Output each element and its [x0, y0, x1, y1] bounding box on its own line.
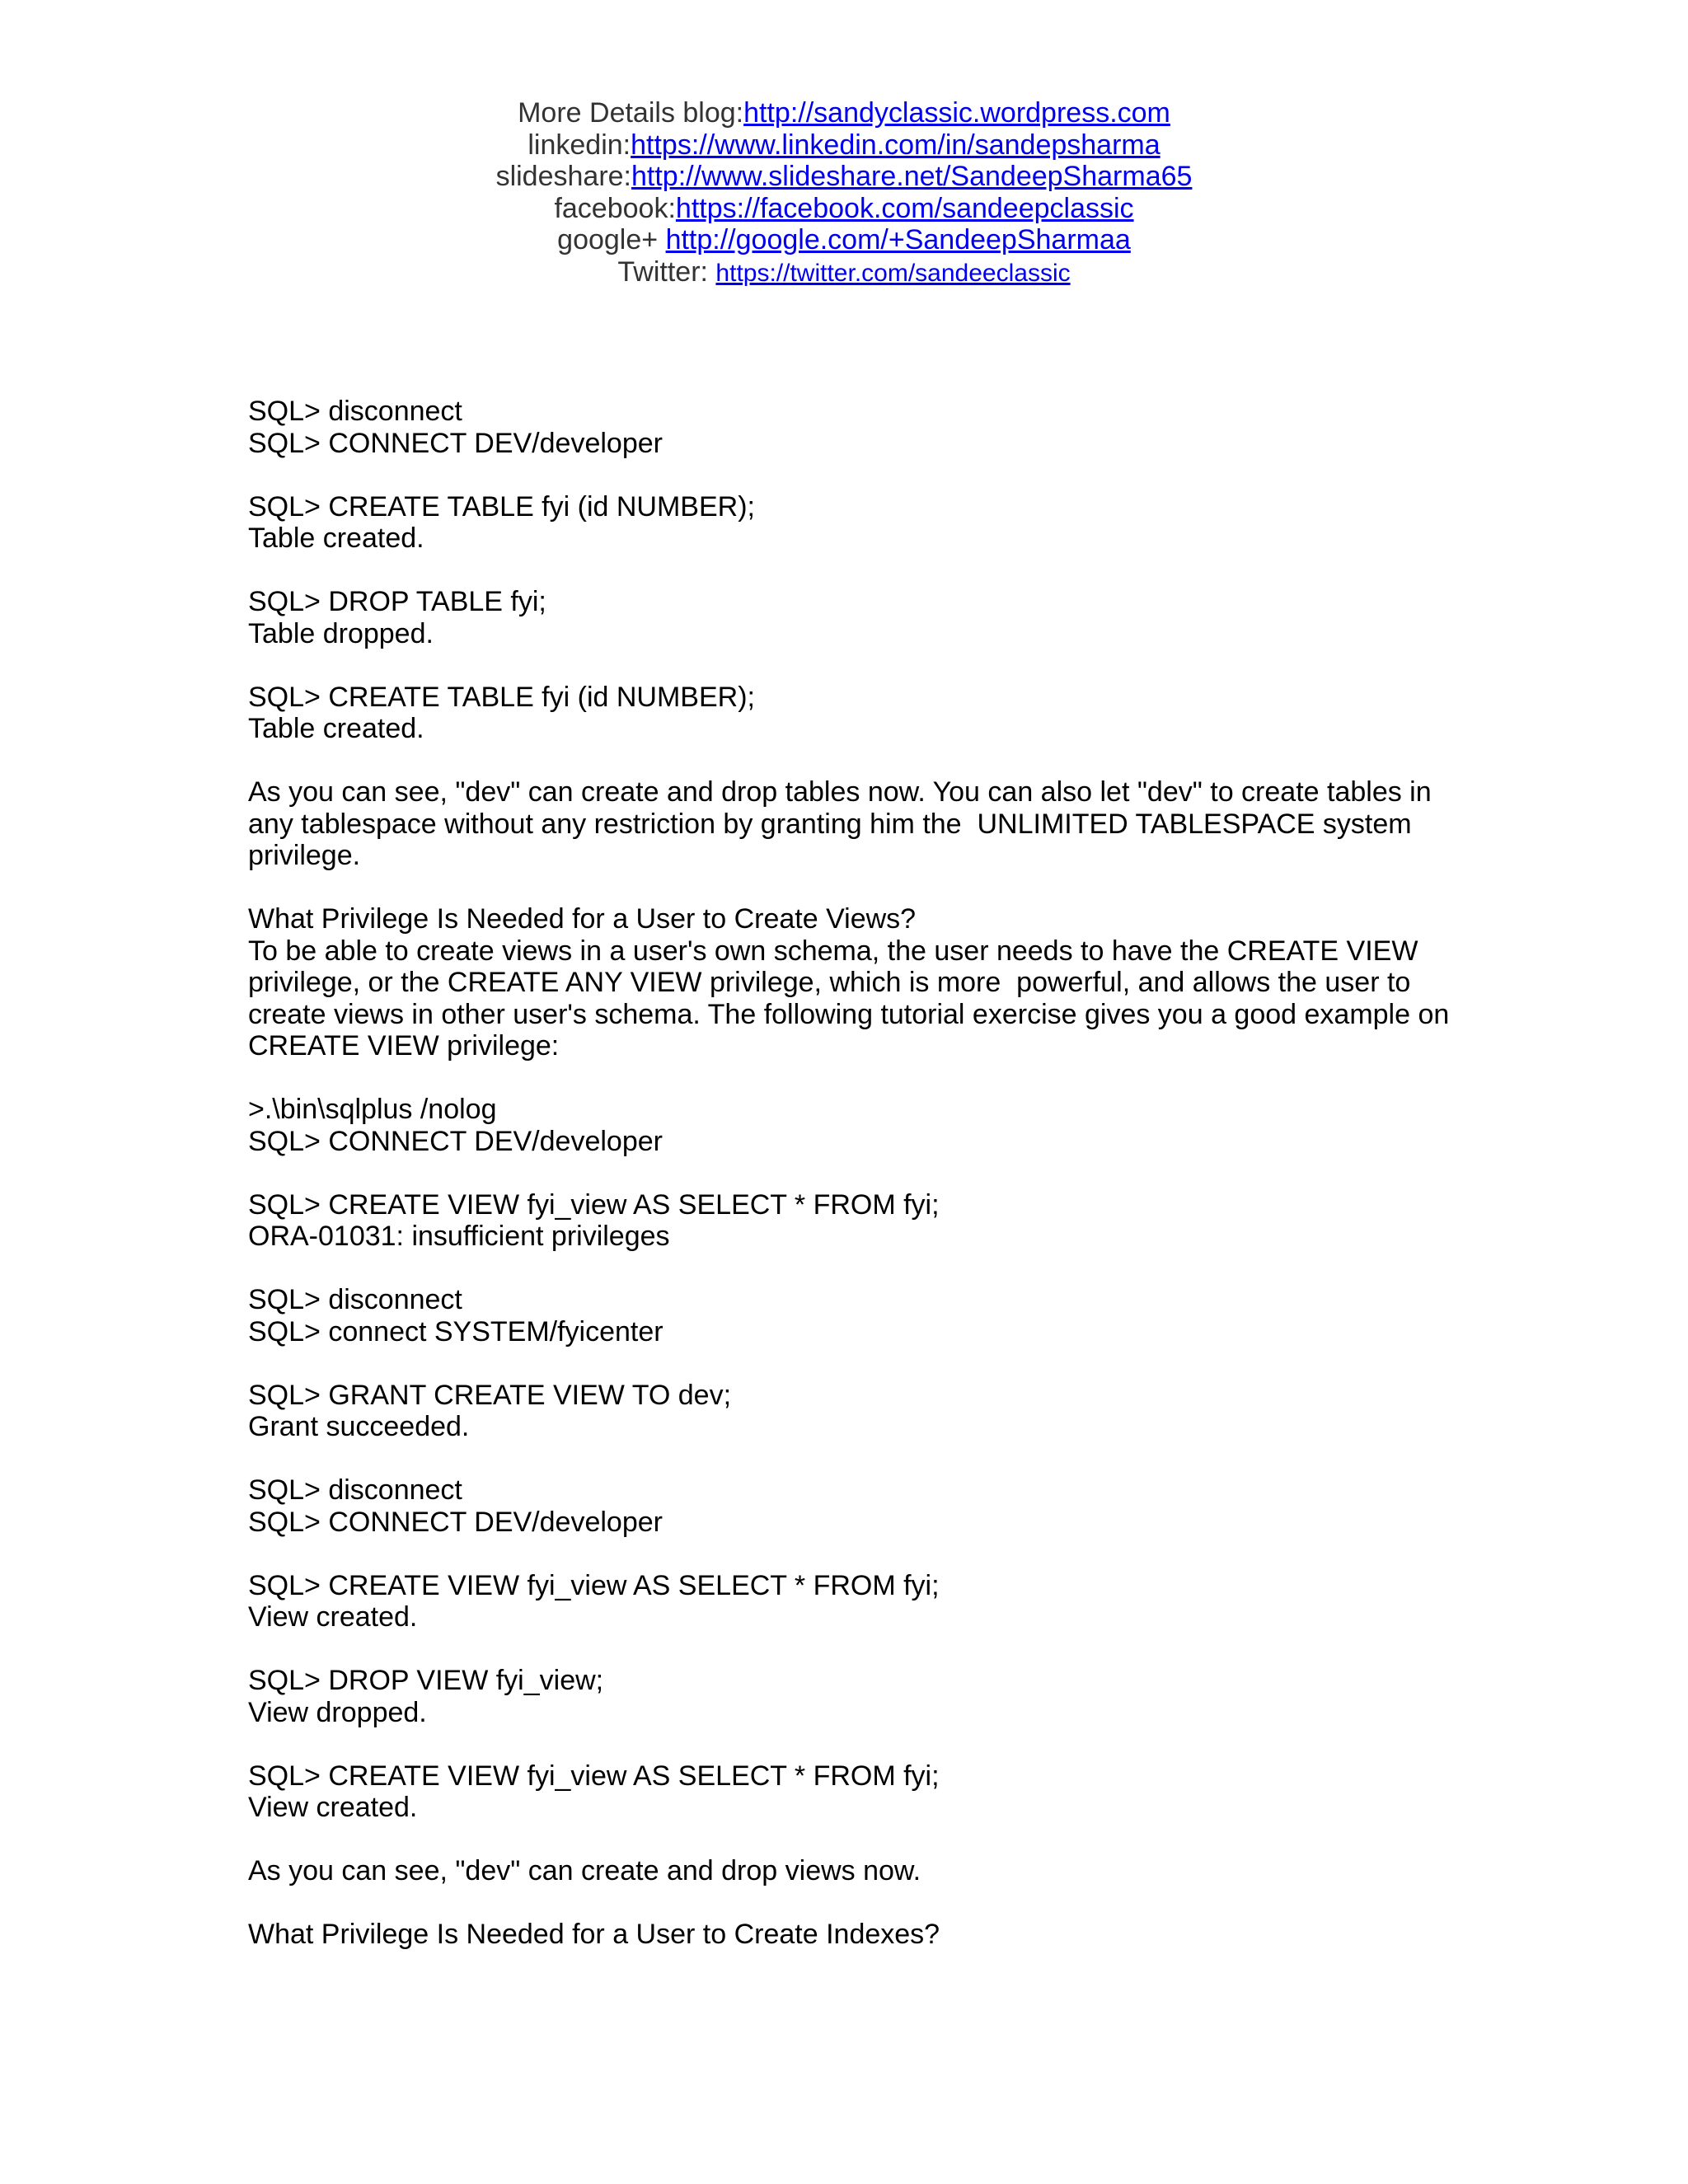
blank-line	[248, 649, 1443, 682]
text-line: SQL> CREATE VIEW fyi_view AS SELECT * FROM fyi;	[248, 1760, 940, 1792]
text-line: create views in other user's schema. The following tutorial exercise gives you a good example on	[248, 998, 1450, 1030]
text-line: SQL> disconnect	[248, 1474, 462, 1506]
linkedin-line	[0, 129, 1688, 162]
facebook-label: facebook:	[554, 192, 676, 224]
text-line: SQL> DROP TABLE fyi;	[248, 586, 546, 617]
linkedin-link[interactable]: https://www.linkedin.com/in/sandepsharma	[631, 129, 1160, 161]
blank-line	[248, 1443, 1443, 1475]
blog-label: More Details blog:	[518, 97, 744, 129]
blank-line	[248, 1347, 1443, 1380]
blank-line	[248, 1633, 1443, 1666]
text-line: privilege.	[248, 840, 361, 871]
text-line: SQL> connect SYSTEM/fyicenter	[248, 1315, 663, 1347]
facebook-link[interactable]: https://facebook.com/sandeepclassic	[675, 192, 1134, 224]
blog-link[interactable]: http://sandyclassic.wordpress.com	[743, 97, 1170, 129]
document-body	[248, 396, 1450, 1951]
blank-line	[248, 1062, 1443, 1094]
twitter-label: Twitter:	[617, 255, 716, 288]
blank-line	[248, 1887, 1443, 1919]
text-line: ORA-01031: insufficient privileges	[248, 1221, 670, 1252]
twitter-line	[0, 256, 1688, 290]
blog-line	[0, 97, 1688, 129]
text-line: SQL> CREATE VIEW fyi_view AS SELECT * FROM fyi;	[248, 1569, 940, 1601]
contact-links-header	[0, 97, 1688, 289]
text-line: SQL> GRANT CREATE VIEW TO dev;	[248, 1379, 732, 1411]
text-line: privilege, or the CREATE ANY VIEW privilege, which is more powerful, and allows the user to	[248, 967, 1411, 998]
blank-line	[248, 745, 1443, 777]
text-line: To be able to create views in a user's own schema, the user needs to have the CREATE VIEW	[248, 935, 1418, 967]
linkedin-label: linkedin:	[528, 129, 631, 161]
text-line: As you can see, "dev" can create and drop views now.	[248, 1855, 921, 1886]
blank-line	[248, 459, 1443, 491]
twitter-link[interactable]: https://twitter.com/sandeeclassic	[715, 259, 1071, 287]
text-line: >.\bin\sqlplus /nolog	[248, 1094, 497, 1125]
text-line: CREATE VIEW privilege:	[248, 1030, 560, 1062]
text-line: View created.	[248, 1601, 418, 1633]
blank-line	[248, 872, 1443, 904]
slideshare-line	[0, 161, 1688, 193]
text-line: SQL> disconnect	[248, 396, 462, 427]
text-line: SQL> CREATE TABLE fyi (id NUMBER);	[248, 681, 755, 713]
text-line: View created.	[248, 1792, 418, 1823]
text-line: As you can see, "dev" can create and drop tables now. You can also let "dev" to create tables in	[248, 776, 1432, 808]
text-line: Grant succeeded.	[248, 1411, 470, 1442]
slideshare-label: slideshare:	[495, 161, 631, 192]
text-line: Table created.	[248, 713, 424, 744]
text-line: SQL> CONNECT DEV/developer	[248, 1506, 663, 1538]
text-line: SQL> CREATE VIEW fyi_view AS SELECT * FROM fyi;	[248, 1188, 940, 1221]
text-line: Table dropped.	[248, 617, 434, 649]
text-line: Table created.	[248, 523, 424, 554]
google-plus-label: google+	[557, 224, 666, 255]
text-line: What Privilege Is Needed for a User to Create Indexes?	[248, 1919, 940, 1950]
text-line: SQL> disconnect	[248, 1284, 462, 1315]
text-line: any tablespace without any restriction by granting him the UNLIMITED TABLESPACE system	[248, 808, 1412, 840]
text-line: SQL> CONNECT DEV/developer	[248, 1125, 663, 1157]
text-line: SQL> DROP VIEW fyi_view;	[248, 1665, 604, 1696]
blank-line	[248, 1538, 1443, 1570]
text-line: What Privilege Is Needed for a User to Create Views?	[248, 903, 917, 935]
text-line: SQL> CREATE TABLE fyi (id NUMBER);	[248, 490, 755, 523]
blank-line	[248, 1157, 1443, 1189]
text-line: SQL> CONNECT DEV/developer	[248, 427, 663, 459]
blank-line	[248, 555, 1443, 587]
blank-line	[248, 1824, 1443, 1856]
blank-line	[248, 1253, 1443, 1285]
blank-line	[248, 1728, 1443, 1760]
slideshare-link[interactable]: http://www.slideshare.net/SandeepSharma65	[631, 161, 1193, 192]
google-plus-link[interactable]: http://google.com/+SandeepSharmaa	[665, 224, 1131, 255]
text-line: View dropped.	[248, 1696, 427, 1728]
facebook-line	[0, 193, 1688, 225]
google-plus-line	[0, 224, 1688, 256]
